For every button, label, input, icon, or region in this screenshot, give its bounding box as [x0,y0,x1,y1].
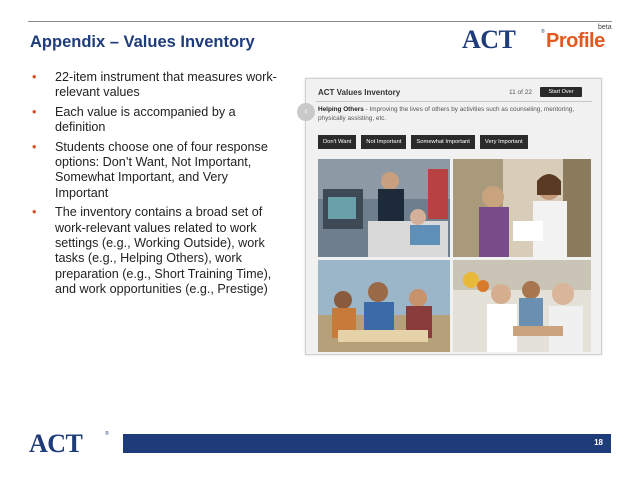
logo-act-text: ACT [462,25,516,54]
act-profile-logo [462,24,612,54]
bullet-marker: • [32,139,37,154]
bullet-marker: • [32,70,37,84]
inventory-header: ACT Values Inventory [318,88,401,97]
item-counter: 11 of 22 [509,89,533,96]
bullet-item [30,105,280,136]
photo-counselor [453,159,591,257]
previous-arrow-icon[interactable]: ‹ [297,103,315,121]
photo-nurse-elderly [453,260,591,352]
footer-registered-mark: ® [105,431,109,437]
bullet-item [30,205,280,297]
logo-beta-label: beta [598,24,612,31]
footer-bar [123,434,611,453]
value-definition-text: - Improving the lives of others by activities such as counseling, mentoring, physically assisting, etc. [318,106,575,122]
values-inventory-screenshot [305,78,602,355]
bullet-text: The inventory contains a broad set of work-relevant values related to work settings (e.g., Working Outside), work tasks (e.g., Helping Others), work preparation (e.g., Short Training Time), and work opportunities (e.g., Prestige) [55,205,272,297]
act-footer-logo [29,431,109,457]
bullet-item [30,70,280,101]
logo-profile-text: Profile [546,30,605,52]
bullet-text: 22-item instrument that measures work-relevant values [55,70,277,100]
bullet-list [30,70,280,302]
bullet-text: Each value is accompanied by a definition [55,104,236,135]
option-very-important-button[interactable]: Very Important [480,135,528,149]
page-number: 18 [594,438,603,447]
logo-registered-mark: ® [541,29,545,35]
option-dont-want-button[interactable]: Don't Want [318,135,356,149]
photo-paramedics [318,159,450,257]
top-divider [28,21,612,22]
slide-title: Appendix – Values Inventory [30,33,255,51]
value-name: Helping Others [318,106,364,113]
bullet-marker: • [32,205,37,220]
bullet-marker: • [32,104,37,119]
header-divider [316,101,592,102]
option-somewhat-important-button[interactable]: Somewhat Important [411,135,475,149]
bullet-item [30,140,280,202]
footer-logo-text: ACT [29,429,83,458]
start-over-button[interactable]: Start Over [540,87,582,97]
bullet-text: Students choose one of four response options: Don’t Want, Not Important, Somewhat Important, and Very Important [55,139,268,200]
value-definition [318,105,588,123]
option-not-important-button[interactable]: Not Important [361,135,406,149]
response-options [318,135,528,149]
photo-community [318,260,450,352]
